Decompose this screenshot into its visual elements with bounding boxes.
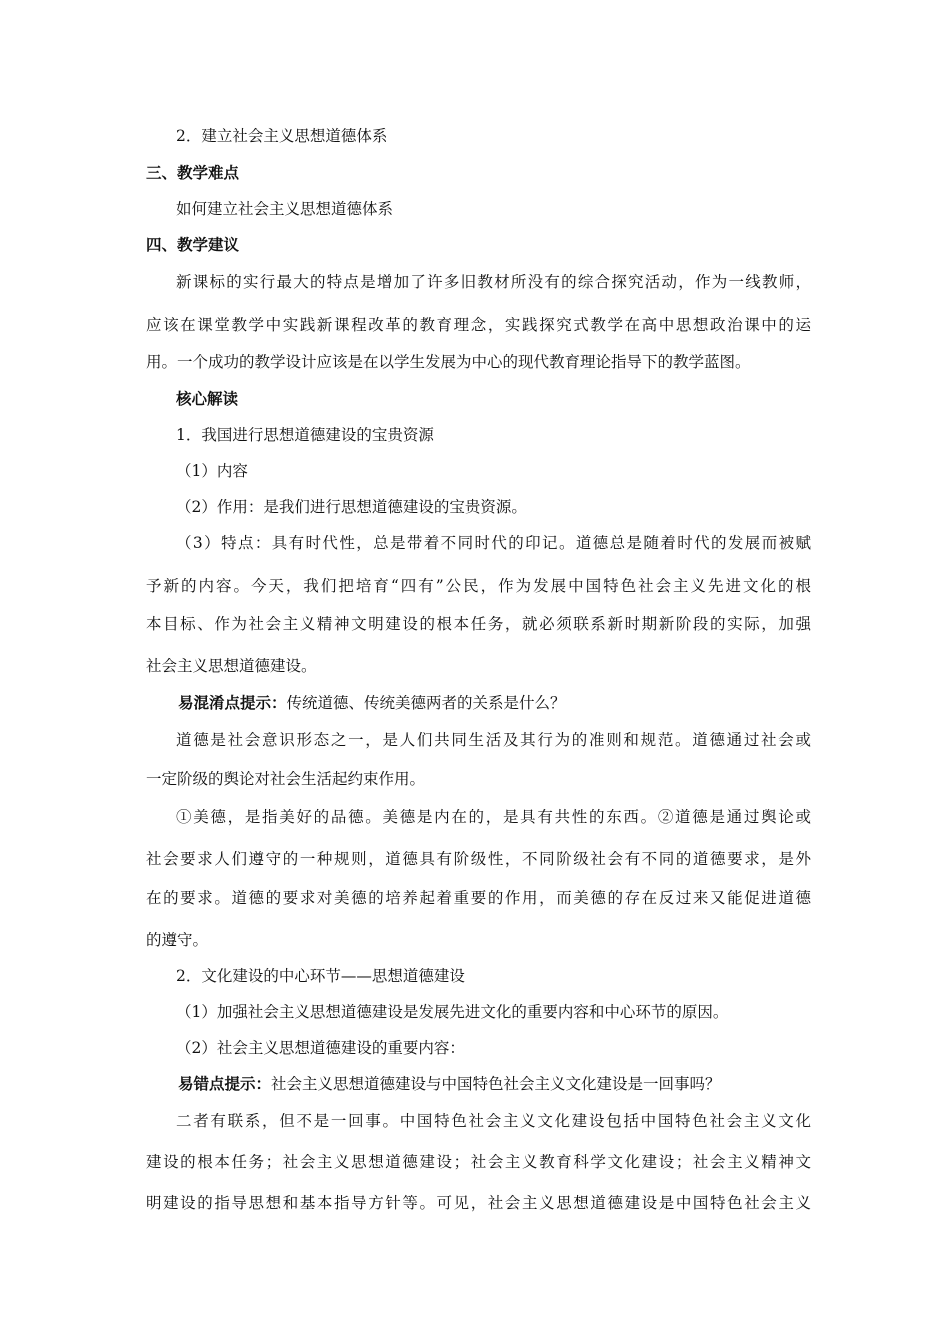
difficulty-text: 如何建立社会主义思想道德体系	[176, 200, 394, 218]
paragraph-line: 建设的根本任务；社会主义思想道德建设；社会主义教育科学文化建设；社会主义精神文	[146, 1153, 811, 1171]
paragraph-line: 一定阶级的舆论对社会生活起约束作用。	[146, 770, 426, 788]
list-item-function: （2）作用：是我们进行思想道德建设的宝贵资源。	[176, 498, 527, 516]
paragraph-line: 二者有联系，但不是一回事。中国特色社会主义文化建设包括中国特色社会主义文化	[176, 1112, 811, 1130]
paragraph-line: 社会要求人们遵守的一种规则，道德具有阶级性，不同阶级社会有不同的道德要求，是外	[146, 850, 811, 868]
paragraph-line: （3）特点：具有时代性，总是带着不同时代的印记。道德总是随着时代的发展而被赋	[176, 534, 811, 552]
paragraph-line: 的遵守。	[146, 931, 209, 949]
error-hint-label: 易错点提示：	[178, 1074, 272, 1093]
error-hint-text: 社会主义思想道德建设与中国特色社会主义文化建设是一回事吗？	[271, 1075, 721, 1093]
error-hint-question	[178, 1074, 811, 1094]
confusion-hint-question	[178, 693, 811, 713]
paragraph-line: 在的要求。道德的要求对美德的培养起着重要的作用，而美德的存在反过来又能促进道德	[146, 889, 811, 907]
list-item-2-cultural-construction: 2．文化建设的中心环节——思想道德建设	[176, 967, 465, 985]
confusion-hint-label: 易混淆点提示：	[178, 693, 287, 712]
subheading-core-interpretation: 核心解读	[176, 389, 239, 408]
confusion-hint-text: 传统道德、传统美德两者的关系是什么？	[286, 694, 566, 712]
paragraph-line: 予新的内容。今天，我们把培育“四有”公民，作为发展中国特色社会主义先进文化的根	[146, 577, 811, 595]
list-item-important-content: （2）社会主义思想道德建设的重要内容：	[176, 1039, 465, 1057]
section-heading-teaching-difficulty: 三、教学难点	[146, 163, 240, 182]
list-item-content: （1）内容	[176, 462, 248, 480]
list-item-reason: （1）加强社会主义思想道德建设是发展先进文化的重要内容和中心环节的原因。	[176, 1003, 729, 1021]
section-heading-teaching-suggestion: 四、教学建议	[146, 235, 240, 254]
list-item-2-establish-system: 2．建立社会主义思想道德体系	[176, 127, 388, 145]
paragraph-line: 用。一个成功的教学设计应该是在以学生发展为中心的现代教育理论指导下的教学蓝图。	[146, 353, 751, 371]
paragraph-line: 新课标的实行最大的特点是增加了许多旧教材所没有的综合探究活动，作为一线教师，	[176, 273, 811, 291]
paragraph-line: 道德是社会意识形态之一，是人们共同生活及其行为的准则和规范。道德通过社会或	[176, 731, 811, 749]
paragraph-line: 明建设的指导思想和基本指导方针等。可见，社会主义思想道德建设是中国特色社会主义	[146, 1194, 811, 1212]
paragraph-line: 本目标、作为社会主义精神文明建设的根本任务，就必须联系新时期新阶段的实际，加强	[146, 615, 811, 633]
list-item-1-resources: 1．我国进行思想道德建设的宝贵资源	[176, 426, 434, 444]
paragraph-line: 应该在课堂教学中实践新课程改革的教育理念，实践探究式教学在高中思想政治课中的运	[146, 316, 811, 334]
paragraph-line: 社会主义思想道德建设。	[146, 657, 317, 675]
paragraph-line: ①美德，是指美好的品德。美德是内在的，是具有共性的东西。②道德是通过舆论或	[176, 808, 811, 826]
